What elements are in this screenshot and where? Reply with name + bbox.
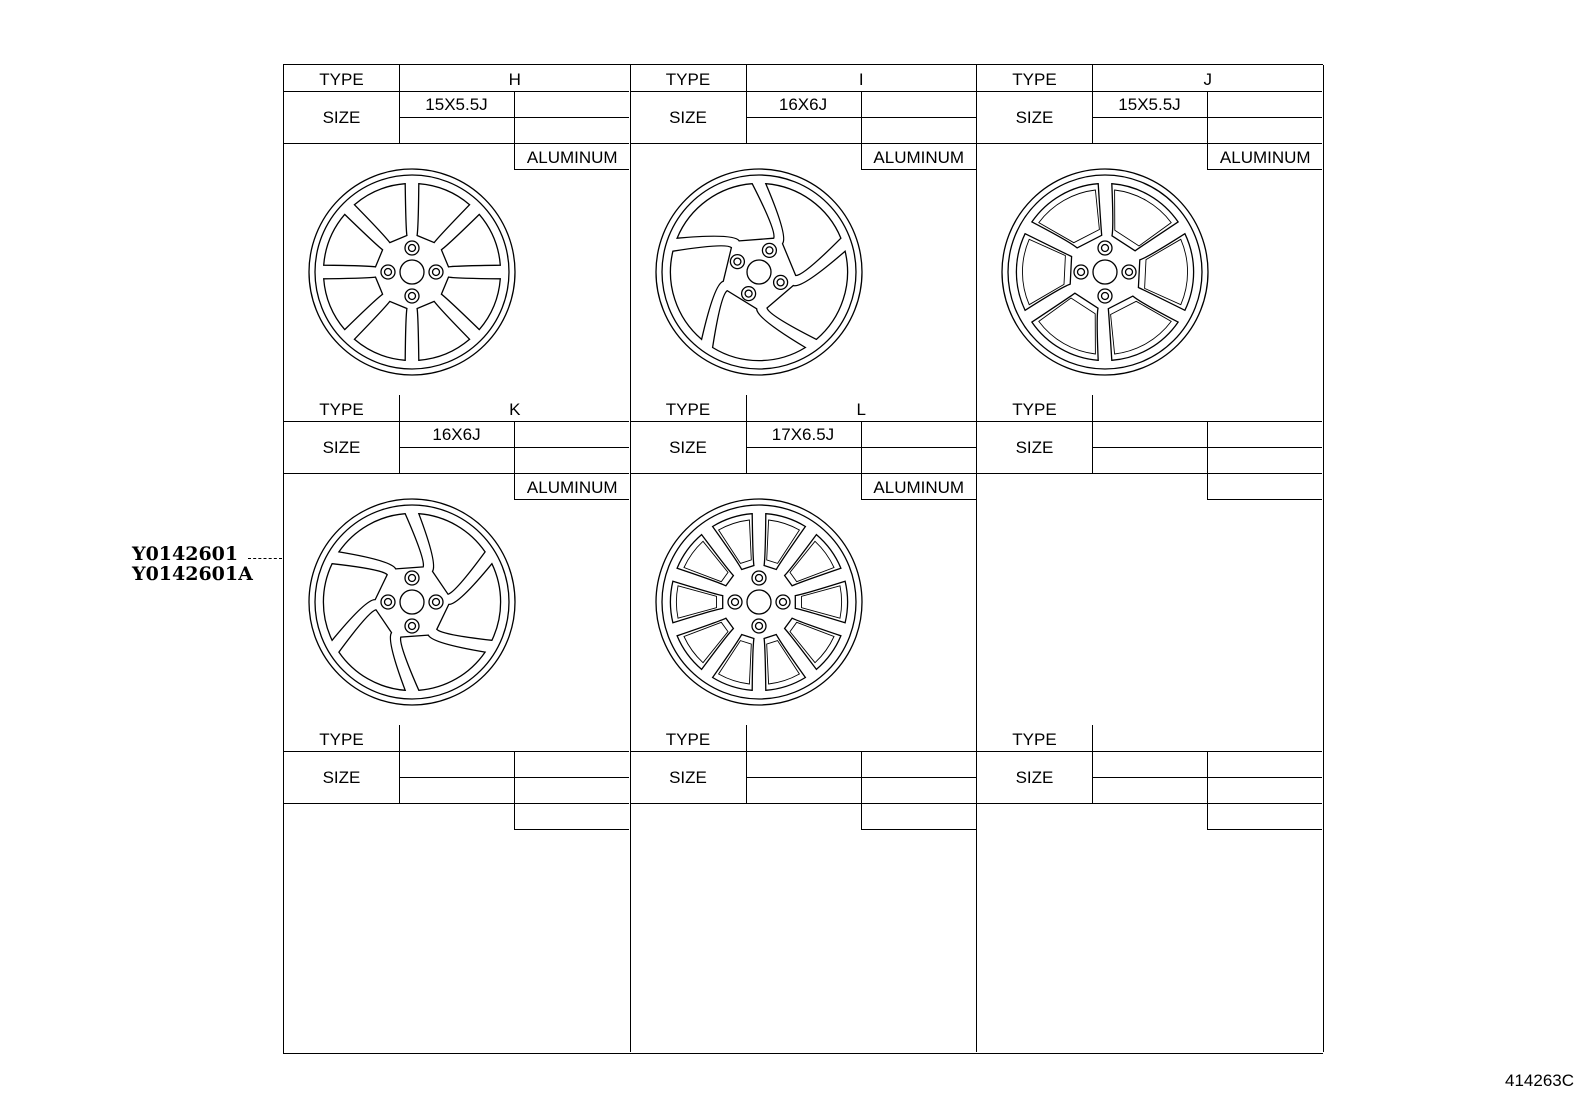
type-label: TYPE: [319, 400, 364, 419]
size-value: 15X5.5J: [425, 95, 488, 114]
size-value: 17X6.5J: [771, 425, 835, 444]
size-value: 15X5.5J: [1118, 95, 1181, 114]
type-value: H: [508, 70, 521, 89]
callout-leader-line: [248, 558, 282, 559]
wheel-panel: [631, 725, 978, 1052]
type-value: L: [856, 400, 866, 419]
type-label: TYPE: [1012, 730, 1057, 749]
material-label: ALUMINUM: [526, 148, 618, 167]
size-label: SIZE: [669, 108, 707, 127]
type-label: TYPE: [665, 730, 711, 749]
part-number-callout: [132, 544, 253, 584]
wheel-i-drawing: [651, 164, 867, 380]
size-label: SIZE: [1015, 768, 1054, 787]
type-value: K: [509, 400, 521, 419]
type-label: TYPE: [1012, 400, 1057, 419]
material-label: ALUMINUM: [873, 148, 965, 167]
type-label: TYPE: [319, 730, 364, 749]
size-value: 16X6J: [778, 95, 828, 114]
material-label: ALUMINUM: [873, 478, 965, 497]
type-label: TYPE: [319, 70, 364, 89]
wheel-panel: [284, 725, 631, 1052]
wheel-panel: [977, 65, 1324, 395]
type-label: TYPE: [665, 70, 711, 89]
wheel-h-drawing: [304, 164, 520, 380]
figure-number: 414263C: [1505, 1071, 1575, 1090]
type-label: TYPE: [665, 400, 711, 419]
wheel-panel: [977, 725, 1324, 1052]
wheel-type-grid: [283, 64, 1323, 1054]
size-label: SIZE: [1015, 108, 1054, 127]
type-label: TYPE: [1012, 70, 1057, 89]
type-value: J: [1203, 70, 1212, 89]
wheel-k-drawing: [304, 494, 520, 710]
size-label: SIZE: [669, 438, 707, 457]
part-number: Y0142601: [132, 543, 239, 565]
wheel-l-drawing: [651, 494, 867, 710]
size-label: SIZE: [322, 438, 361, 457]
wheel-panel: [631, 65, 978, 395]
size-label: SIZE: [322, 108, 361, 127]
type-value: I: [858, 70, 864, 89]
size-label: SIZE: [1015, 438, 1054, 457]
wheel-panel: [977, 395, 1324, 725]
material-label: ALUMINUM: [526, 478, 618, 497]
size-value: 16X6J: [432, 425, 481, 444]
size-label: SIZE: [322, 768, 361, 787]
wheel-panel: [284, 395, 631, 725]
wheel-j-drawing: [997, 164, 1213, 380]
material-label: ALUMINUM: [1219, 148, 1311, 167]
size-label: SIZE: [669, 768, 707, 787]
wheel-panel: [284, 65, 631, 395]
part-number: Y0142601A: [132, 563, 253, 585]
wheel-panel: [631, 395, 978, 725]
